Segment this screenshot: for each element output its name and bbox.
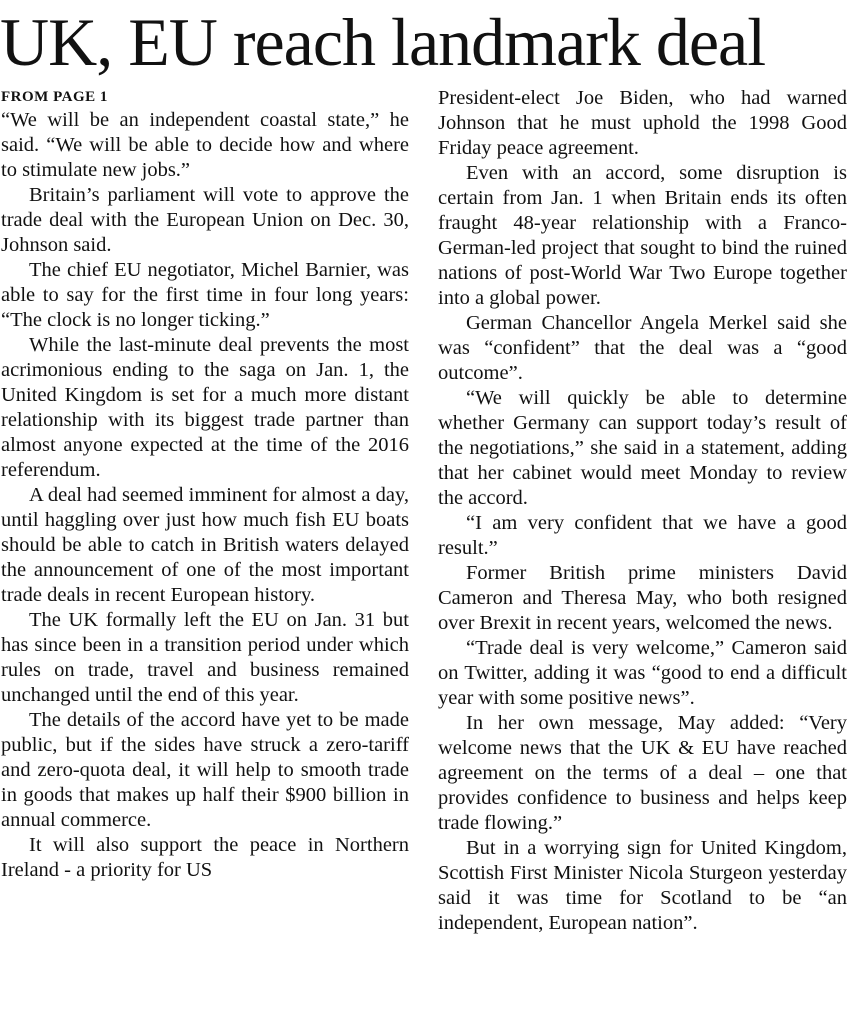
paragraph: Former British prime ministers David Cameron and Theresa May, who both resigned over Brexit in recent years, welcomed the news. — [438, 562, 847, 634]
article-column-right — [438, 86, 847, 936]
paragraph: “We will be an independent coastal state,” he said. “We will be able to decide how and where to stimulate new jobs.” — [1, 109, 409, 181]
paragraph: While the last-minute deal prevents the most acrimonious ending to the saga on Jan. 1, the United Kingdom is set for a much more distant relationship with its biggest trade partner than almost anyone expected at the time of the 2016 referendum. — [1, 334, 409, 481]
paragraph: The chief EU negotiator, Michel Barnier, was able to say for the first time in four long years: “The clock is no longer ticking.” — [1, 259, 409, 331]
paragraph: The UK formally left the EU on Jan. 31 but has since been in a transition period under which rules on trade, travel and business remained unchanged until the end of this year. — [1, 609, 409, 706]
paragraph: German Chancellor Angela Merkel said she was “confident” that the deal was a “good outcome”. — [438, 312, 847, 384]
paragraph: The details of the accord have yet to be made public, but if the sides have struck a zero-tariff and zero-quota deal, it will help to smooth trade in goods that makes up half their $900 billion in annual commerce. — [1, 709, 409, 831]
paragraph: “I am very confident that we have a good result.” — [438, 512, 847, 559]
paragraph: It will also support the peace in Northern Ireland - a priority for US — [1, 834, 409, 881]
paragraph: President-elect Joe Biden, who had warned Johnson that he must uphold the 1998 Good Friday peace agreement. — [438, 87, 847, 159]
paragraph: “We will quickly be able to determine whether Germany can support today’s result of the negotiations,” she said in a statement, adding that her cabinet would meet Monday to review the accord. — [438, 387, 847, 509]
paragraph: A deal had seemed imminent for almost a day, until haggling over just how much fish EU boats should be able to catch in British waters delayed the announcement of one of the most important trade deals in recent European history. — [1, 484, 409, 606]
paragraph: Even with an accord, some disruption is certain from Jan. 1 when Britain ends its often fraught 48-year relationship with a Franco-German-led project that sought to bind the ruined nations of post-World War Two Europe together into a global power. — [438, 162, 847, 309]
continued-from-kicker: FROM PAGE 1 — [1, 89, 108, 105]
paragraph: “Trade deal is very welcome,” Cameron said on Twitter, adding it was “good to end a difficult year with some positive news”. — [438, 637, 847, 709]
paragraph: But in a worrying sign for United Kingdom, Scottish First Minister Nicola Sturgeon yesterday said it was time for Scotland to be “an independent, European nation”. — [438, 837, 847, 934]
article-column-left — [1, 86, 409, 883]
headline: UK, EU reach landmark deal — [0, 4, 766, 80]
paragraph: In her own message, May added: “Very welcome news that the UK & EU have reached agreement on the terms of a deal – one that provides confidence to business and helps keep trade flowing.” — [438, 712, 847, 834]
paragraph: Britain’s parliament will vote to approve the trade deal with the European Union on Dec. 30, Johnson said. — [1, 184, 409, 256]
